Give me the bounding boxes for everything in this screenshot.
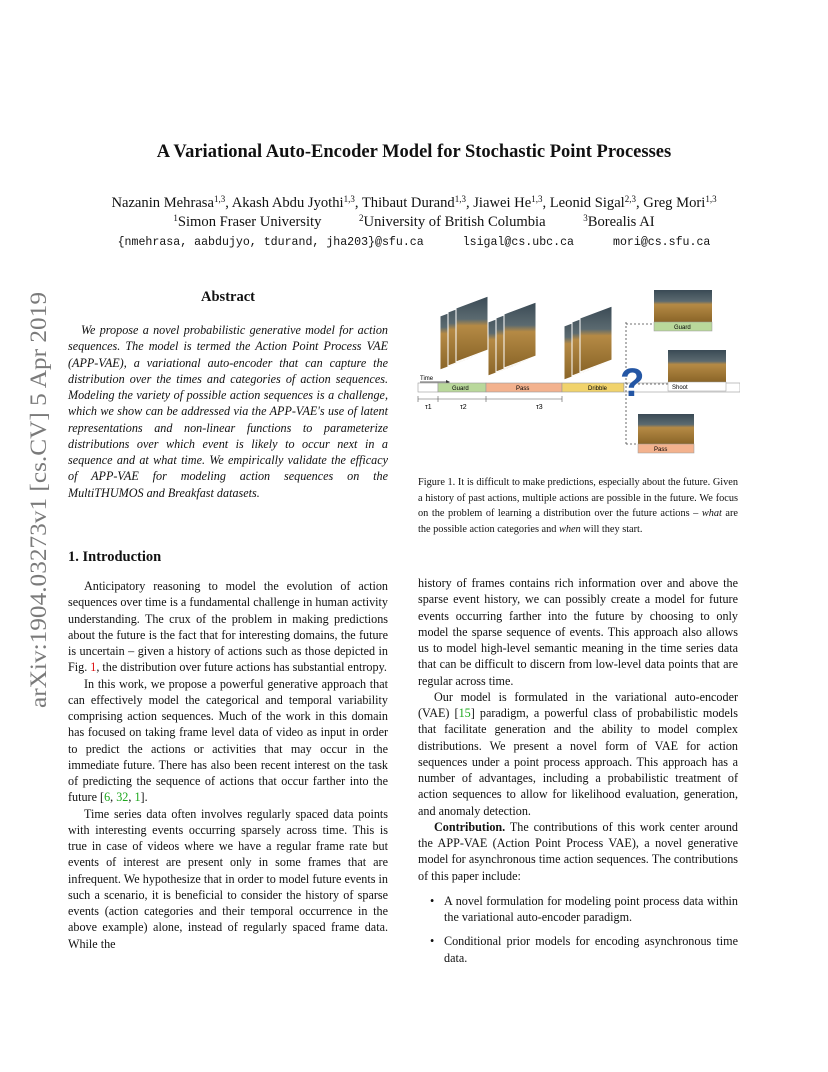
question-mark-icon: ?	[620, 361, 645, 405]
svg-text:Shoot: Shoot	[672, 385, 688, 391]
tau-label: τ2	[460, 404, 467, 411]
paragraph: Contribution. The contributions of this work center around the APP-VAE (Action Point Process VAE), a novel generative model for asynchronous time action sequences. The contributions of this paper include:	[418, 819, 738, 883]
affiliation: $^2$University of British Columbia	[359, 213, 546, 230]
author-list	[0, 195, 828, 212]
tau-label: τ3	[536, 404, 543, 411]
email[interactable]: lsigal@cs.ubc.ca	[462, 236, 575, 249]
svg-text:Pass: Pass	[654, 447, 668, 453]
arxiv-stamp-text: arXiv:1904.03273v1 [cs.CV] 5 Apr 2019	[26, 321, 52, 708]
affiliation: $^3$Borealis AI	[583, 213, 655, 230]
paragraph: In this work, we propose a powerful generative approach that can effectively model the categorical and temporal variability comprising action sequences. Much of the work in this domain has focused on taking frame level data of video as input in order to predict the actions or activities that may occur in the immediate future. There has also been recent interest on the task of predicting the sequence of actions that occur farther into the future [6, 32, 1].	[68, 676, 388, 805]
figure-caption: Figure 1. It is difficult to make predictions, especially about the future. Given a history of past actions, multiple actions are possible in the future. We focus on the problem of learning a distribution over the future actions – what are the possible action categories and when will they start.	[418, 477, 738, 535]
timeline-segment-label: Guard	[452, 386, 469, 392]
citation-link[interactable]: 32	[116, 790, 129, 805]
abstract-heading: Abstract	[201, 289, 255, 305]
author: Jiawei He$^{1,3}$,	[473, 194, 550, 211]
citation-link[interactable]: 1	[134, 790, 141, 805]
affiliation: $^1$Simon Fraser University	[173, 213, 322, 230]
intro-left-column	[68, 578, 388, 952]
intro-right-column	[418, 575, 738, 974]
author: Akash Abdu Jyothi$^{1,3}$,	[231, 194, 362, 211]
video-frame-stack	[488, 302, 536, 376]
candidate-guard	[654, 290, 712, 331]
time-axis-label: Time	[420, 376, 434, 382]
video-frame-stack	[564, 306, 612, 380]
paragraph: Our model is formulated in the variational auto-encoder (VAE) [15] paradigm, a powerful class of probabilistic models that facilitate generation and the ability to model complex distributions. We present a novel form of VAE for action sequences under a point process approach. This approach has a number of advantages, including a probabilistic treatment of action sequences to allow for likelihood evaluation, generation, and anomaly detection.	[418, 689, 738, 818]
candidate-shoot	[668, 350, 726, 391]
paragraph: Anticipatory reasoning to model the evolution of action sequences over time is a fundamental challenge in human activity understanding. The crux of the problem in making predictions about the future is the fact that for interesting domains, the future is uncertain – given a history of actions such as those depicted in Fig. 1, the distribution over future actions has substantial entropy.	[68, 579, 388, 675]
figure-1	[416, 286, 740, 458]
email[interactable]: {nmehrasa, aabdujyo, tdurand, jha203}@sfu.ca	[117, 236, 424, 249]
contribution-list	[418, 893, 738, 966]
list-item: • Conditional prior models for encoding asynchronous time data.	[444, 933, 738, 966]
tau-label: τ1	[425, 404, 432, 411]
email[interactable]: mori@cs.sfu.ca	[612, 236, 711, 249]
timeline-segment-label: Pass	[516, 386, 530, 392]
list-item: • A novel formulation for modeling point process data within the variational auto-encoder paradigm.	[444, 893, 738, 926]
abstract-paragraph: We propose a novel probabilistic generative model for action sequences. The model is termed the Action Point Process VAE (APP-VAE), a variational auto-encoder that can capture the distribution over the times and categories of action sequences. Modeling the variety of possible action sequences is a challenge, which we show can be addressed via the APP-VAE's use of latent representations and non-linear functions to parameterize distributions over which event is likely to occur next in a sequence and at what time. We empirically validate the efficacy of APP-VAE for modeling action sequences on the MultiTHUMOS and Breakfast datasets.	[68, 323, 388, 500]
svg-text:Guard: Guard	[674, 325, 691, 331]
citation-link[interactable]: 15	[458, 706, 471, 720]
author: Greg Mori$^{1,3}$	[643, 194, 717, 211]
paper-title: A Variational Auto-Encoder Model for Stochastic Point Processes	[156, 142, 672, 162]
email-list	[0, 236, 828, 249]
paragraph: Time series data often involves regularly spaced data points with interesting events occurring sparsely across time. This is true in case of videos where we have a regular frame rate but events of interest are present only in some frames that are infrequent. We hypothesize that in order to model future events in such a scenario, it is beneficial to consider the history of sparse events (action categories and their temporal occurrence in the above example) alone, instead of regularly spaced frame data. While the	[68, 806, 388, 951]
paragraph: history of frames contains rich information over and above the sparse event history, we can possibly create a model for future events occurring farther into the future by choosing to only model the sparse sequence of events. This approach also allows us to model high-level semantic meaning in the time series data that can be difficult to discern from low-level data points that are regular across time.	[418, 576, 738, 688]
affiliation-list	[0, 214, 828, 231]
section-heading-introduction: 1. Introduction	[68, 549, 162, 565]
author: Nazanin Mehrasa$^{1,3}$,	[111, 194, 232, 211]
candidate-pass	[638, 414, 694, 453]
author: Leonid Sigal$^{2,3}$,	[549, 194, 644, 211]
citation-link[interactable]: 6	[104, 790, 111, 805]
figure-link[interactable]: 1	[90, 660, 97, 675]
author: Thibaut Durand$^{1,3}$,	[361, 194, 474, 211]
video-frame-stack	[440, 296, 488, 370]
arxiv-side-stamp	[14, 290, 58, 710]
timeline-segment-label: Dribble	[588, 386, 608, 392]
abstract-text	[68, 322, 388, 501]
contribution-label: Contribution.	[434, 819, 506, 834]
